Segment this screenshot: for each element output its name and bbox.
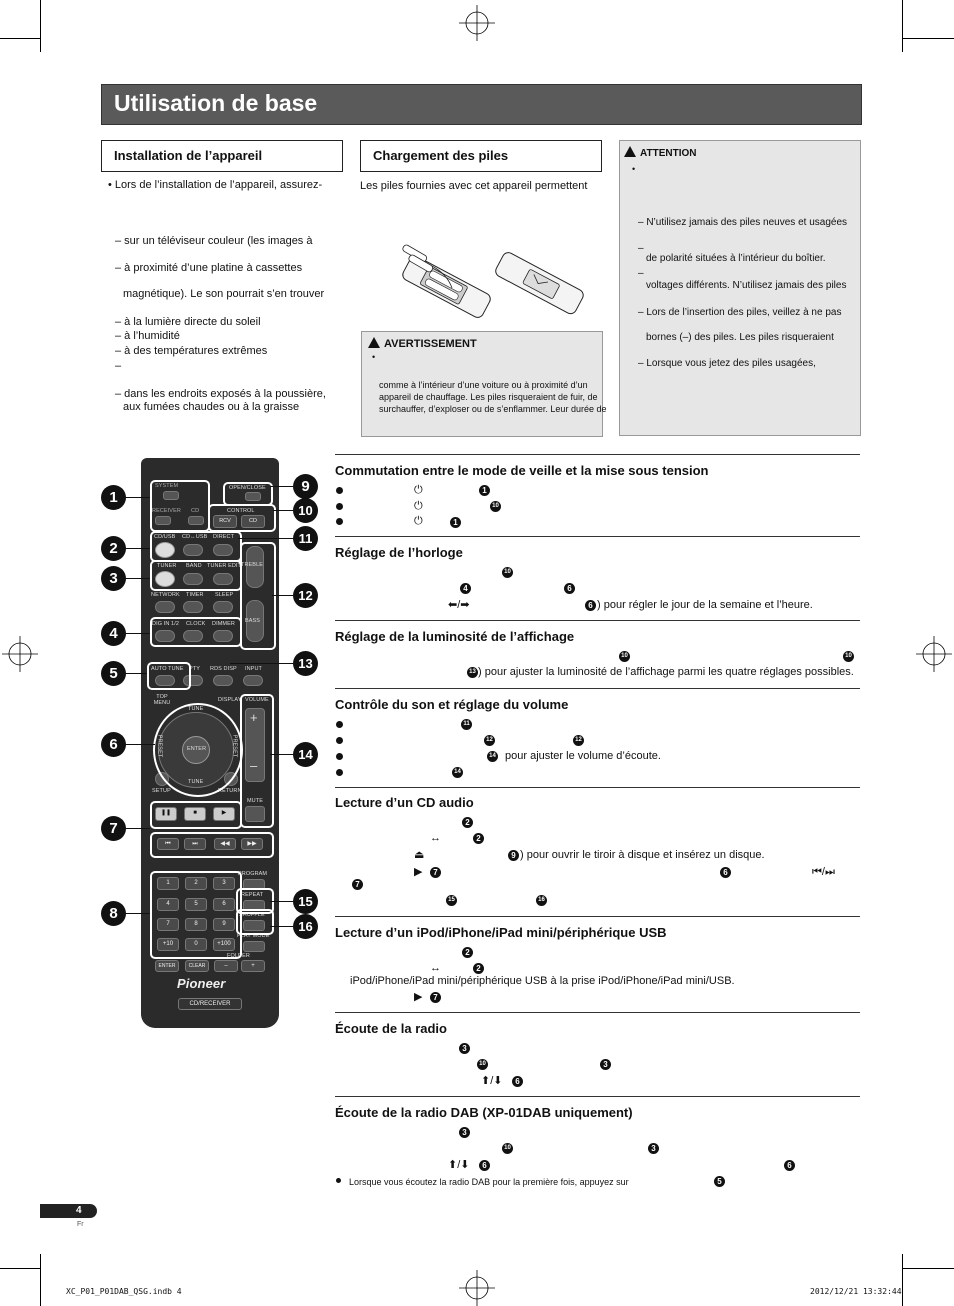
ref-7: 7 xyxy=(352,879,363,890)
section-title-cd: Lecture d’un CD audio xyxy=(335,795,474,810)
section-divider xyxy=(335,787,860,788)
ref-12: 12 xyxy=(484,735,495,746)
callout-9: 9 xyxy=(293,474,318,499)
callout-4: 4 xyxy=(101,621,126,646)
attention-icon xyxy=(624,146,636,157)
folder-plus-button[interactable]: + xyxy=(241,960,265,972)
ref-3: 3 xyxy=(459,1043,470,1054)
model-label: CD/RECEIVER xyxy=(178,998,242,1010)
key-9[interactable]: 9 xyxy=(213,918,235,931)
label-cd-usb: CD/USB xyxy=(154,534,176,540)
attention-box xyxy=(619,140,861,436)
ref-3: 3 xyxy=(648,1143,659,1154)
label-direct: DIRECT xyxy=(213,534,235,540)
callout-line xyxy=(270,754,293,755)
section-divider xyxy=(335,916,860,917)
skip-icons: ⏮/⏭ xyxy=(812,866,835,878)
power-icon: ⏻ xyxy=(414,515,423,527)
attention-item: – N’utilisez jamais des piles neuves et usagées xyxy=(638,217,847,228)
registration-mark-bottom xyxy=(459,1270,495,1306)
section-title-radio: Écoute de la radio xyxy=(335,1021,447,1036)
bullet xyxy=(336,753,343,760)
label-network: NETWORK xyxy=(151,592,180,598)
ref-2: 2 xyxy=(462,817,473,828)
ref-2: 2 xyxy=(473,833,484,844)
installation-intro: • Lors de l’installation de l’appareil, assurez- xyxy=(108,179,323,191)
forward-button[interactable]: ▶▶ xyxy=(241,838,263,850)
key-1[interactable]: 1 xyxy=(157,877,179,890)
bullet xyxy=(336,487,343,494)
section-title-dimmer: Réglage de la luminosité de l’affichage xyxy=(335,629,575,644)
attention-item: – xyxy=(638,243,644,254)
batteries-heading: Chargement des piles xyxy=(373,148,509,163)
bullet xyxy=(336,769,343,776)
label-tune-down: TUNE xyxy=(188,779,204,785)
cd-control-button[interactable]: CD xyxy=(241,515,265,528)
key-2[interactable]: 2 xyxy=(185,877,207,890)
label-cd: CD xyxy=(191,508,200,514)
label-sleep: SLEEP xyxy=(215,592,234,598)
crop-mark xyxy=(0,1268,40,1269)
stop-button[interactable]: ■ xyxy=(184,807,206,821)
ref-11: 11 xyxy=(461,719,472,730)
label-dig-in: DIG IN 1/2 xyxy=(152,621,179,627)
ref-12: 12 xyxy=(573,735,584,746)
eject-icon: ⏏ xyxy=(414,849,425,861)
input-button[interactable] xyxy=(243,675,263,686)
usb-arrow: ↔ xyxy=(430,962,441,974)
ref-6: 6 xyxy=(784,1160,795,1171)
label-treble: TREBLE xyxy=(241,562,263,568)
bullet xyxy=(336,737,343,744)
callout-line xyxy=(238,538,293,539)
clear-button[interactable]: CLEAR xyxy=(185,960,209,972)
label-clock: CLOCK xyxy=(186,621,206,627)
volume-plus: + xyxy=(250,710,258,725)
callout-line xyxy=(270,901,293,902)
page-title: Utilisation de base xyxy=(114,90,318,116)
highlight-system xyxy=(150,480,210,532)
label-preset-right: PRESET xyxy=(231,734,238,758)
callout-6: 6 xyxy=(101,732,126,757)
section-title-dab: Écoute de la radio DAB (XP-01DAB uniquement) xyxy=(335,1105,633,1120)
installation-item: – sur un téléviseur couleur (les images à xyxy=(115,235,313,247)
enter2-button[interactable]: ENTER xyxy=(155,960,179,972)
label-preset-left: PRESET xyxy=(156,734,163,758)
label-tuner: TUNER xyxy=(157,563,177,569)
next-button[interactable]: ⏭ xyxy=(184,838,206,850)
batteries-intro: Les piles fournies avec cet appareil permettent xyxy=(360,180,588,192)
label-program: PROGRAM xyxy=(238,871,268,877)
footer-date: 2012/12/21 13:32:44 xyxy=(810,1287,902,1296)
callout-8: 8 xyxy=(101,901,126,926)
ref-6: 6 xyxy=(479,1160,490,1171)
callout-2: 2 xyxy=(101,536,126,561)
clock-line: ) pour régler le jour de la semaine et l’heure. xyxy=(597,599,813,611)
power-icon: ⏻ xyxy=(414,500,423,512)
warning-box xyxy=(361,331,607,437)
callout-line xyxy=(125,828,150,829)
callout-12: 12 xyxy=(293,583,318,608)
warning-title: AVERTISSEMENT xyxy=(384,338,477,350)
bullet xyxy=(336,721,343,728)
label-display: DISPLAY xyxy=(218,697,242,703)
key-plus10[interactable]: +10 xyxy=(157,938,179,951)
label-bass: BASS xyxy=(245,618,261,624)
attention-item: – Lorsque vous jetez des piles usagées, xyxy=(638,358,816,369)
ref-2: 2 xyxy=(462,947,473,958)
highlight-tone xyxy=(240,542,276,650)
key-plus100[interactable]: +100 xyxy=(213,938,235,951)
callout-line xyxy=(270,926,293,927)
ref-7: 7 xyxy=(430,992,441,1003)
highlight-skip xyxy=(150,832,274,858)
installation-item: aux fumées chaudes ou à la graisse xyxy=(123,401,300,413)
label-repeat: REPEAT xyxy=(241,892,264,898)
ref-13: 13 xyxy=(467,667,478,678)
highlight-auto-tune xyxy=(147,662,191,690)
bullet xyxy=(336,1178,341,1183)
ref-15: 15 xyxy=(446,895,457,906)
crop-mark xyxy=(902,1254,903,1306)
highlight-dig-clock xyxy=(150,617,242,647)
folder-minus-button[interactable]: – xyxy=(214,960,238,972)
key-3[interactable]: 3 xyxy=(213,877,235,890)
section-title-power: Commutation entre le mode de veille et la mise sous tension xyxy=(335,463,709,478)
label-dimmer: DIMMER xyxy=(212,621,235,627)
highlight-dpad xyxy=(153,703,243,797)
ref-16: 16 xyxy=(536,895,547,906)
crop-mark xyxy=(902,0,903,52)
installation-item: – dans les endroits exposés à la poussière, xyxy=(115,388,326,400)
callout-5: 5 xyxy=(101,661,126,686)
crop-mark xyxy=(902,1268,954,1269)
rds-button[interactable] xyxy=(213,675,233,686)
label-top-menu: TOP MENU xyxy=(153,694,171,706)
installation-item: – xyxy=(115,360,122,372)
battery-illustration xyxy=(392,244,590,330)
page-number-tab xyxy=(40,1204,97,1218)
key-8[interactable]: 8 xyxy=(185,918,207,931)
callout-line xyxy=(125,744,155,745)
ref-1: 1 xyxy=(479,485,490,496)
highlight-numpad xyxy=(150,871,242,959)
cd-arrow: ↔ xyxy=(430,832,441,844)
callout-16: 16 xyxy=(293,914,318,939)
callout-line xyxy=(125,673,147,674)
page-title-bar xyxy=(101,84,862,125)
installation-item: – à la lumière directe du soleil xyxy=(115,316,261,328)
callout-line xyxy=(272,595,293,596)
label-timer: TIMER xyxy=(186,592,204,598)
warning-line: comme à l’intérieur d’une voiture ou à proximité d’un xyxy=(379,380,588,390)
warning-line: surchauffer, d’exploser ou de s’enflammer. Leur durée de xyxy=(379,404,607,414)
timer-button[interactable] xyxy=(183,601,203,613)
highlight-cd-usb xyxy=(150,531,242,562)
callout-11: 11 xyxy=(293,526,318,551)
rcv-control-button[interactable]: RCV xyxy=(213,515,237,528)
network-button[interactable] xyxy=(155,601,175,613)
dab-arrows: ⬆/⬇ xyxy=(448,1159,470,1171)
page-number: 4 xyxy=(76,1205,82,1216)
ref-10: 10 xyxy=(490,501,501,512)
crop-mark xyxy=(40,0,41,52)
usb-line: iPod/iPhone/iPad mini/périphérique USB à la prise iPod/iPhone/iPad mini/USB. xyxy=(350,975,735,987)
attention-item: voltages différents. N’utilisez jamais des piles xyxy=(646,280,847,291)
ref-10: 10 xyxy=(619,651,630,662)
highlight-volume xyxy=(240,694,274,828)
installation-heading: Installation de l’appareil xyxy=(114,148,263,163)
ref-7: 7 xyxy=(430,867,441,878)
installation-item: – à des températures extrêmes xyxy=(115,345,268,357)
registration-mark-right xyxy=(916,636,952,672)
section-title-volume: Contrôle du son et réglage du volume xyxy=(335,697,569,712)
callout-line xyxy=(270,486,293,487)
attention-title: ATTENTION xyxy=(640,148,697,159)
ref-4: 4 xyxy=(460,583,471,594)
label-folder: FOLDER xyxy=(227,953,250,959)
callout-line xyxy=(125,548,150,549)
bullet xyxy=(336,503,343,510)
label-input: INPUT xyxy=(245,666,262,672)
label-system: SYSTEM xyxy=(155,483,179,489)
installation-item: magnétique). Le son pourrait s’en trouver xyxy=(123,288,325,300)
play-icon: ▶ xyxy=(414,991,423,1003)
ref-10: 10 xyxy=(477,1059,488,1070)
section-divider xyxy=(335,688,860,689)
highlight-tuner xyxy=(150,560,242,591)
installation-item: – à proximité d’une platine à cassettes xyxy=(115,262,303,274)
callout-line xyxy=(125,497,150,498)
ref-6: 6 xyxy=(512,1076,523,1087)
label-open-close: OPEN/CLOSE xyxy=(229,485,266,491)
pause-button[interactable]: ❚❚ xyxy=(155,807,177,821)
ref-2: 2 xyxy=(473,963,484,974)
play-button[interactable]: ▶ xyxy=(213,807,235,821)
attention-item: – xyxy=(638,268,644,279)
crop-mark xyxy=(902,38,954,39)
attention-item: bornes (–) des piles. Les piles risqueraient xyxy=(646,332,834,343)
brand-logo: Pioneer xyxy=(177,976,226,991)
callout-1: 1 xyxy=(101,485,126,510)
callout-line xyxy=(273,510,293,511)
sleep-button[interactable] xyxy=(213,601,233,613)
footer-file: XC_P01_P01DAB_QSG.indb 4 xyxy=(66,1287,182,1296)
dab-note: Lorsque vous écoutez la radio DAB pour la première fois, appuyez sur xyxy=(349,1177,629,1187)
label-setup: SETUP xyxy=(152,788,171,794)
label-auto-tune: AUTO TUNE xyxy=(151,666,184,672)
power-icon: ⏻ xyxy=(414,484,423,496)
attention-item: – Lors de l’insertion des piles, veillez à ne pas xyxy=(638,307,842,318)
callout-14: 14 xyxy=(293,742,318,767)
radio-arrows: ⬆/⬇ xyxy=(481,1075,503,1087)
label-tune-up: TUNE xyxy=(188,706,204,712)
callout-15: 15 xyxy=(293,889,318,914)
section-divider xyxy=(335,1012,860,1013)
ref-10: 10 xyxy=(843,651,854,662)
label-return: RETURN xyxy=(218,788,242,794)
crop-mark xyxy=(40,1254,41,1306)
registration-mark-top xyxy=(459,5,495,41)
callout-7: 7 xyxy=(101,816,126,841)
warning-icon xyxy=(368,337,380,348)
callout-line xyxy=(125,913,150,914)
ref-6: 6 xyxy=(720,867,731,878)
highlight-control xyxy=(208,504,276,532)
highlight-shuffle xyxy=(236,909,274,935)
ref-9: 9 xyxy=(508,850,519,861)
ref-3: 3 xyxy=(459,1127,470,1138)
warning-line: appareil de chauffage. Les piles risqueraient de fuir, de xyxy=(379,392,598,402)
clock-arrows: ⬅/➡ xyxy=(448,599,470,611)
label-enter: ENTER xyxy=(187,746,207,752)
label-tuner-edit: TUNER EDIT xyxy=(207,563,241,569)
ref-14: 14 xyxy=(452,767,463,778)
warning-bullet: • xyxy=(372,352,376,362)
ref-3: 3 xyxy=(600,1059,611,1070)
key-6[interactable]: 6 xyxy=(213,898,235,911)
label-rds: RDS DISP xyxy=(210,666,237,672)
label-play-mode: PLAY MODE xyxy=(237,933,270,939)
key-5[interactable]: 5 xyxy=(185,898,207,911)
prev-button[interactable]: ⏮ xyxy=(157,838,179,850)
rewind-button[interactable]: ◀◀ xyxy=(214,838,236,850)
installation-item: – à l’humidité xyxy=(115,330,180,342)
volume-line: pour ajuster le volume d’écoute. xyxy=(505,750,661,762)
ref-10: 10 xyxy=(502,567,513,578)
registration-mark-left xyxy=(2,636,38,672)
ref-6: 6 xyxy=(564,583,575,594)
section-divider xyxy=(335,1096,860,1097)
cd-line: ) pour ouvrir le tiroir à disque et insérez un disque. xyxy=(520,849,765,861)
section-divider xyxy=(335,620,860,621)
highlight-open-close xyxy=(223,482,273,506)
attention-bullet: • xyxy=(632,164,636,174)
ref-10: 10 xyxy=(502,1143,513,1154)
callout-13: 13 xyxy=(293,651,318,676)
attention-item: de polarité situées à l’intérieur du boîtier. xyxy=(646,253,826,264)
callout-3: 3 xyxy=(101,566,126,591)
play-icon: ▶ xyxy=(414,866,423,878)
ref-6: 6 xyxy=(585,600,596,611)
callout-line xyxy=(125,578,150,579)
highlight-transport xyxy=(150,801,242,829)
callout-10: 10 xyxy=(293,498,318,523)
callout-line xyxy=(125,633,150,634)
section-divider xyxy=(335,454,860,455)
bullet xyxy=(336,518,343,525)
ref-5: 5 xyxy=(714,1176,725,1187)
play-mode-button[interactable] xyxy=(243,941,265,952)
page-lang: Fr xyxy=(77,1221,84,1228)
label-control: CONTROL xyxy=(227,508,255,514)
label-pty: PTY xyxy=(189,666,200,672)
volume-minus: – xyxy=(250,758,258,773)
label-cd-usb-toggle: CD↔USB xyxy=(182,534,208,540)
installation-heading-box xyxy=(101,140,343,172)
key-0[interactable]: 0 xyxy=(185,938,207,951)
ref-1: 1 xyxy=(450,517,461,528)
key-7[interactable]: 7 xyxy=(157,918,179,931)
callout-line xyxy=(230,663,293,664)
label-mute: MUTE xyxy=(247,798,263,804)
section-divider xyxy=(335,536,860,537)
section-title-usb: Lecture d’un iPod/iPhone/iPad mini/périphérique USB xyxy=(335,925,667,940)
batteries-heading-box xyxy=(360,140,602,172)
label-shuffle: SHUFFLE xyxy=(239,912,265,918)
label-receiver: RECEIVER xyxy=(152,508,181,514)
section-title-clock: Réglage de l’horloge xyxy=(335,545,463,560)
key-4[interactable]: 4 xyxy=(157,898,179,911)
label-volume: VOLUME xyxy=(245,697,269,703)
remote-control xyxy=(141,458,279,1028)
label-band: BAND xyxy=(186,563,202,569)
ref-14: 14 xyxy=(487,751,498,762)
crop-mark xyxy=(0,38,40,39)
dimmer-line: ) pour ajuster la luminosité de l’affichage parmi les quatre réglages possibles. xyxy=(478,666,854,678)
